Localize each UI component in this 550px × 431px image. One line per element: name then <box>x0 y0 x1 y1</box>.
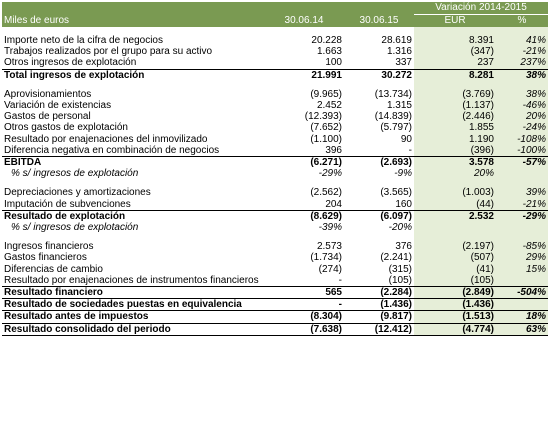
variation-pct: -46% <box>496 100 548 111</box>
income-statement-table <box>2 2 548 336</box>
table-row <box>2 145 548 157</box>
variation-pct: -21% <box>496 46 548 57</box>
variation-eur: (1.513) <box>414 311 496 323</box>
value-2015: 1.316 <box>386 46 412 58</box>
row-label: Aprovisionamientos <box>4 88 92 100</box>
col-header-2014: 30.06.14 <box>264 15 344 28</box>
value-2015: - <box>344 145 414 157</box>
variation-pct: 15% <box>496 264 548 275</box>
row-label: Depreciaciones y amortizaciones <box>4 187 151 199</box>
header-blank <box>264 2 344 15</box>
variation-title: Variación 2014-2015 <box>414 2 548 15</box>
spacer-cell <box>414 27 496 35</box>
table-row <box>2 57 548 69</box>
table-body <box>2 27 548 335</box>
value-2015: 1.315 <box>386 100 412 112</box>
table-row-total <box>2 311 548 323</box>
row-label: Resultado de explotación <box>4 210 126 222</box>
table-row <box>2 46 548 57</box>
value-2014: 2.452 <box>316 100 342 112</box>
table-row-ratio <box>2 222 548 233</box>
row-label: Otros ingresos de explotación <box>2 57 264 69</box>
variation-pct: 39% <box>496 187 548 198</box>
value-2015: (12.412) <box>344 323 414 335</box>
value-2014: 100 <box>264 57 344 69</box>
value-2015: (9.817) <box>344 311 414 323</box>
variation-eur: (507) <box>414 252 496 263</box>
variation-eur: 8.281 <box>414 69 496 81</box>
table-row <box>2 199 548 211</box>
row-label: % s/ ingresos de explotación <box>11 222 139 234</box>
variation-pct: -108% <box>496 134 548 145</box>
value-2014: (7.638) <box>264 323 344 335</box>
spacer-cell <box>264 179 344 187</box>
variation-pct: 38% <box>496 89 548 100</box>
variation-eur: 8.391 <box>414 35 496 46</box>
variation-pct: -85% <box>496 241 548 252</box>
variation-eur: 1.190 <box>414 134 496 145</box>
value-2015: (2.241) <box>380 252 412 264</box>
row-label: EBITDA <box>4 157 42 169</box>
row-label: Resultado financiero <box>2 287 264 299</box>
value-2014: (2.562) <box>310 187 342 199</box>
spacer-row <box>2 81 548 89</box>
spacer-cell <box>2 179 264 187</box>
row-label: Imputación de subvenciones <box>2 199 264 211</box>
table-row-total <box>2 299 548 311</box>
value-2014: 565 <box>264 287 344 299</box>
table-row-total <box>2 69 548 81</box>
value-2014: (9.965) <box>310 88 342 100</box>
value-2014: (1.734) <box>310 252 342 264</box>
value-2015: (2.284) <box>344 287 414 299</box>
variation-eur: (2.849) <box>414 287 496 299</box>
variation-pct <box>496 299 548 311</box>
value-2014: - <box>264 299 344 311</box>
variation-pct <box>496 222 548 233</box>
row-label: Total ingresos de explotación <box>4 69 145 81</box>
row-label: Resultado consolidado del periodo <box>2 323 264 335</box>
value-2015: (13.734) <box>374 88 412 100</box>
value-2015: (105) <box>344 275 414 287</box>
row-label: Diferencias de cambio <box>4 263 103 275</box>
variation-pct: 18% <box>496 311 548 323</box>
value-2015: (1.436) <box>344 299 414 311</box>
variation-pct: 63% <box>496 323 548 335</box>
value-2014: 2.573 <box>316 241 342 253</box>
row-label: Ingresos financieros <box>4 241 94 253</box>
variation-pct: -29% <box>496 210 548 222</box>
variation-eur: (44) <box>414 199 496 211</box>
value-2014: (7.652) <box>310 122 342 134</box>
spacer-cell <box>414 179 496 187</box>
table-row-total <box>2 210 548 222</box>
value-2014: -29% <box>318 168 342 180</box>
table-row <box>2 187 548 198</box>
variation-eur: (105) <box>414 275 496 287</box>
variation-eur: 237 <box>414 57 496 69</box>
variation-pct: 41% <box>496 35 548 46</box>
row-label: Resultado por enajenaciones del inmovilizado <box>4 133 208 145</box>
variation-eur: (1.003) <box>414 187 496 198</box>
value-2015: (5.797) <box>380 122 412 134</box>
variation-eur: (2.197) <box>414 241 496 252</box>
variation-pct: 29% <box>496 252 548 263</box>
spacer-cell <box>264 81 344 89</box>
row-label: Resultado de sociedades puestas en equivalencia <box>2 299 264 311</box>
table-row <box>2 241 548 252</box>
value-2014: - <box>264 275 344 287</box>
value-2015: (315) <box>388 263 412 275</box>
variation-eur: (2.446) <box>414 111 496 122</box>
value-2014: -39% <box>318 222 342 234</box>
value-2014: (6.271) <box>310 157 342 169</box>
value-2014: (1.100) <box>310 133 342 145</box>
value-2015: 160 <box>344 199 414 211</box>
variation-pct <box>496 275 548 287</box>
table-row-total <box>2 323 548 335</box>
variation-eur: 2.532 <box>414 210 496 222</box>
value-2015: 90 <box>400 133 412 145</box>
spacer-cell <box>344 233 414 241</box>
spacer-row <box>2 233 548 241</box>
spacer-cell <box>2 27 264 35</box>
table-row-total <box>2 287 548 299</box>
spacer-cell <box>414 233 496 241</box>
row-label: Trabajos realizados por el grupo para su activo <box>4 46 213 58</box>
value-2014: 1.663 <box>316 46 342 58</box>
value-2014: 20.228 <box>311 35 342 46</box>
table-row-total <box>2 157 548 169</box>
row-label: Gastos de personal <box>4 111 91 123</box>
variation-eur: (1.436) <box>414 299 496 311</box>
col-header-pct: % <box>496 15 548 28</box>
table-row <box>2 89 548 100</box>
row-label: % s/ ingresos de explotación <box>11 168 139 180</box>
variation-eur: (41) <box>414 264 496 275</box>
table-row <box>2 35 548 46</box>
value-2014: (274) <box>318 263 342 275</box>
variation-eur: (396) <box>414 145 496 157</box>
variation-pct: -57% <box>496 157 548 169</box>
value-2015: (2.693) <box>380 157 412 169</box>
variation-pct: -24% <box>496 122 548 133</box>
table-row <box>2 111 548 122</box>
variation-eur: (1.137) <box>414 100 496 111</box>
spacer-cell <box>264 233 344 241</box>
value-2015: 376 <box>395 241 412 253</box>
row-label: Diferencia negativa en combinación de negocios <box>2 145 264 157</box>
value-2015: 28.619 <box>381 35 412 46</box>
spacer-row <box>2 179 548 187</box>
table-row <box>2 252 548 263</box>
row-label: Gastos financieros <box>4 252 87 264</box>
value-2014: (8.629) <box>310 210 342 222</box>
value-2015: 337 <box>344 57 414 69</box>
table-row <box>2 264 548 275</box>
value-2014: (12.393) <box>304 111 342 123</box>
table-row <box>2 275 548 287</box>
row-label: Resultado antes de impuestos <box>2 311 264 323</box>
variation-pct: 20% <box>496 111 548 122</box>
header-row-variation <box>2 2 548 15</box>
row-label: Resultado por enajenaciones de instrumentos financieros <box>2 275 264 287</box>
col-header-eur: EUR <box>414 15 496 28</box>
col-header-2015: 30.06.15 <box>344 15 414 28</box>
spacer-cell <box>2 81 264 89</box>
spacer-cell <box>496 179 548 187</box>
value-2014: 21.991 <box>311 69 342 81</box>
spacer-cell <box>2 233 264 241</box>
variation-eur: (3.769) <box>414 89 496 100</box>
variation-eur: (347) <box>414 46 496 57</box>
value-2015: -9% <box>394 168 412 180</box>
value-2014: 396 <box>264 145 344 157</box>
variation-pct <box>496 168 548 179</box>
spacer-cell <box>344 81 414 89</box>
spacer-cell <box>344 27 414 35</box>
spacer-row <box>2 27 548 35</box>
value-2015: 30.272 <box>381 69 412 81</box>
value-2014: (8.304) <box>264 311 344 323</box>
spacer-cell <box>496 233 548 241</box>
value-2015: (14.839) <box>374 111 412 123</box>
table-row <box>2 100 548 111</box>
value-2014: 204 <box>264 199 344 211</box>
value-2015: (3.565) <box>380 187 412 199</box>
variation-pct: -100% <box>496 145 548 157</box>
value-2015: (6.097) <box>380 210 412 222</box>
value-2015: -20% <box>388 222 412 234</box>
variation-eur: (4.774) <box>414 323 496 335</box>
row-label: Importe neto de la cifra de negocios <box>4 35 163 46</box>
variation-eur: 20% <box>414 168 496 179</box>
variation-pct: 38% <box>496 69 548 81</box>
variation-eur <box>414 222 496 233</box>
header-blank <box>344 2 414 15</box>
table-row <box>2 122 548 133</box>
variation-pct: 237% <box>496 57 548 69</box>
spacer-cell <box>344 179 414 187</box>
variation-eur: 3.578 <box>414 157 496 169</box>
unit-label: Miles de euros <box>2 15 264 28</box>
variation-eur: 1.855 <box>414 122 496 133</box>
spacer-cell <box>414 81 496 89</box>
variation-pct: -21% <box>496 199 548 211</box>
spacer-cell <box>496 81 548 89</box>
table-row-ratio <box>2 168 548 179</box>
table-row <box>2 134 548 145</box>
variation-pct: -504% <box>496 287 548 299</box>
header-blank <box>2 2 264 15</box>
header-row-columns <box>2 15 548 28</box>
spacer-cell <box>496 27 548 35</box>
row-label: Otros gastos de explotación <box>4 122 128 134</box>
row-label: Variación de existencias <box>4 100 112 112</box>
spacer-cell <box>264 27 344 35</box>
